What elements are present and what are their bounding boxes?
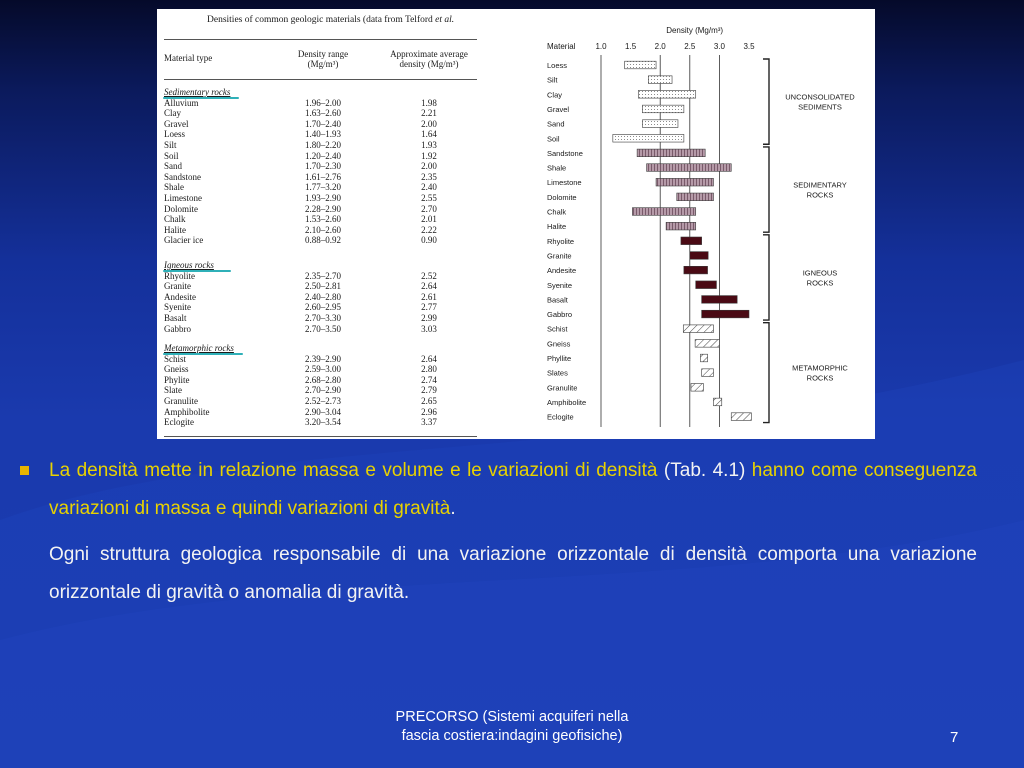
row-density-average: 2.01 bbox=[421, 214, 437, 225]
x-tick-label: 2.5 bbox=[684, 42, 696, 51]
row-material: Alluvium bbox=[164, 97, 199, 108]
density-range-bar bbox=[702, 369, 714, 377]
category-label: Slates bbox=[547, 368, 568, 378]
row-density-range: 3.20–3.54 bbox=[305, 417, 341, 428]
table-row bbox=[157, 364, 479, 375]
row-material: Limestone bbox=[164, 193, 202, 203]
table-row bbox=[157, 281, 479, 292]
density-range-bar bbox=[642, 105, 683, 113]
group-bracket bbox=[763, 147, 769, 232]
category-label: Chalk bbox=[547, 207, 567, 217]
row-material: Amphibolite bbox=[164, 406, 210, 417]
table-row bbox=[157, 225, 479, 236]
bullet-text-highlight-2: hanno come conseguenza variazioni di massa e quindi variazioni di gravità bbox=[49, 460, 977, 519]
row-density-average: 2.99 bbox=[421, 313, 437, 323]
row-density-average: 2.74 bbox=[421, 374, 437, 385]
category-label: Granulite bbox=[547, 383, 578, 393]
row-density-average: 2.70 bbox=[421, 203, 437, 214]
section-header bbox=[157, 87, 479, 98]
row-material: Schist bbox=[164, 353, 187, 364]
density-table bbox=[157, 9, 479, 439]
category-label: Granite bbox=[547, 251, 572, 261]
row-material: Andesite bbox=[164, 291, 196, 302]
header-range bbox=[285, 49, 361, 69]
section-label: Igneous rocks bbox=[164, 260, 214, 270]
row-material: Granite bbox=[164, 281, 191, 292]
density-bar-chart bbox=[539, 9, 875, 439]
category-label: Eclogite bbox=[547, 412, 574, 422]
category-label: Dolomite bbox=[547, 192, 577, 202]
row-density-range: 2.70–3.30 bbox=[305, 313, 341, 323]
row-material: Shale bbox=[164, 182, 184, 193]
row-density-range: 1.93–2.90 bbox=[305, 193, 341, 203]
bullet-text-highlight: La densità mette in relazione massa e volume e le variazioni di densità bbox=[49, 460, 658, 481]
row-material: Gabbro bbox=[164, 323, 191, 334]
row-density-range: 2.10–2.60 bbox=[305, 224, 341, 235]
category-label: Rhyolite bbox=[547, 236, 575, 246]
group-label-line1: SEDIMENTARY bbox=[793, 180, 847, 190]
row-material: Soil bbox=[164, 150, 179, 161]
row-density-average: 3.37 bbox=[421, 417, 437, 428]
header-range-line1: Density range bbox=[297, 49, 349, 59]
row-material: Gravel bbox=[164, 118, 189, 129]
table-title-italic: et al. bbox=[435, 15, 455, 25]
row-density-range: 2.68–2.80 bbox=[305, 374, 341, 385]
header-range-line2: (Mg/m³) bbox=[307, 59, 339, 69]
density-range-bar bbox=[666, 222, 696, 230]
x-tick-label: 3.5 bbox=[743, 42, 755, 51]
density-chart-svg bbox=[539, 9, 875, 439]
bullet-text-end: . bbox=[450, 498, 456, 519]
table-title bbox=[207, 15, 454, 25]
row-density-average: 2.61 bbox=[421, 291, 437, 302]
slide-footer bbox=[352, 708, 672, 746]
bullet-item bbox=[19, 452, 977, 528]
row-density-average: 2.22 bbox=[421, 224, 437, 235]
density-range-bar bbox=[632, 208, 695, 216]
table-title-text: Densities of common geologic materials (data from Telford bbox=[207, 15, 433, 25]
density-range-bar bbox=[691, 384, 703, 392]
row-material: Eclogite bbox=[164, 417, 194, 428]
row-density-range: 2.28–2.90 bbox=[305, 203, 341, 214]
row-material: Phylite bbox=[164, 374, 190, 385]
row-density-range: 1.96–2.00 bbox=[305, 97, 341, 108]
section-header bbox=[157, 260, 479, 271]
row-material: Dolomite bbox=[164, 203, 198, 214]
row-material: Gneiss bbox=[164, 364, 189, 375]
category-label: Gabbro bbox=[547, 310, 573, 320]
group-bracket bbox=[763, 235, 769, 320]
category-label: Syenite bbox=[547, 280, 573, 290]
density-range-bar bbox=[637, 149, 705, 157]
bullet-text-reference: (Tab. 4.1) bbox=[657, 460, 752, 481]
row-density-average: 1.64 bbox=[421, 129, 437, 140]
row-material: Chalk bbox=[164, 214, 186, 225]
group-label-line1: UNCONSOLIDATED bbox=[785, 92, 855, 102]
row-density-range: 2.90–3.04 bbox=[305, 406, 341, 417]
group-label-line1: METAMORPHIC bbox=[792, 363, 848, 373]
group-label-line2: SEDIMENTS bbox=[798, 102, 842, 112]
table-row bbox=[157, 161, 479, 172]
row-density-average: 2.35 bbox=[421, 171, 437, 182]
row-material: Rhyolite bbox=[164, 270, 195, 281]
row-density-range: 2.70–2.90 bbox=[305, 385, 341, 396]
row-density-average: 2.65 bbox=[421, 396, 437, 406]
category-label: Amphibolite bbox=[547, 397, 587, 407]
group-label-line2: ROCKS bbox=[806, 278, 834, 288]
row-material: Syenite bbox=[164, 302, 191, 313]
table-row bbox=[157, 396, 479, 407]
row-density-range: 0.88–0.92 bbox=[305, 235, 341, 246]
group-label-line2: ROCKS bbox=[806, 190, 834, 200]
table-row bbox=[157, 98, 479, 109]
category-label: Silt bbox=[547, 75, 558, 85]
row-density-average: 2.55 bbox=[421, 193, 437, 203]
row-density-range: 2.39–2.90 bbox=[305, 353, 341, 364]
paragraph-2: Ogni struttura geologica responsabile di una variazione orizzontale di densità comporta una variazione orizzontale di gravità o anomalia di gravità. bbox=[49, 544, 977, 603]
table-row bbox=[157, 108, 479, 119]
row-material: Silt bbox=[164, 140, 177, 150]
row-density-average: 1.93 bbox=[421, 140, 437, 150]
chart-xlabel: Material bbox=[547, 42, 576, 51]
density-range-bar bbox=[648, 76, 672, 84]
row-density-range: 1.70–2.30 bbox=[305, 161, 341, 172]
row-density-average: 2.52 bbox=[421, 270, 437, 281]
table-row bbox=[157, 193, 479, 204]
category-label: Soil bbox=[547, 134, 560, 144]
row-density-range: 1.40–1.93 bbox=[305, 129, 341, 140]
row-material: Sandstone bbox=[164, 171, 201, 182]
table-row bbox=[157, 324, 479, 335]
density-range-bar bbox=[677, 193, 714, 201]
page-number: 7 bbox=[950, 729, 959, 746]
density-range-bar bbox=[656, 178, 713, 186]
row-density-average: 0.90 bbox=[421, 235, 437, 246]
density-range-bar bbox=[625, 61, 656, 69]
x-tick-label: 1.5 bbox=[625, 42, 637, 51]
density-range-bar bbox=[683, 325, 713, 333]
category-label: Limestone bbox=[547, 178, 582, 188]
row-density-range: 1.61–2.76 bbox=[305, 171, 341, 182]
row-material: Glacier ice bbox=[164, 235, 204, 246]
category-label: Gravel bbox=[547, 104, 570, 114]
row-density-average: 2.21 bbox=[421, 108, 437, 119]
density-range-bar bbox=[647, 164, 732, 172]
row-density-range: 2.70–3.50 bbox=[305, 323, 341, 334]
x-tick-label: 1.0 bbox=[595, 42, 607, 51]
category-label: Schist bbox=[547, 324, 568, 334]
density-range-bar bbox=[642, 120, 678, 128]
density-range-bar bbox=[613, 134, 684, 142]
table-row bbox=[157, 172, 479, 183]
row-density-range: 2.60–2.95 bbox=[305, 302, 341, 313]
table-row bbox=[157, 375, 479, 386]
table-row bbox=[157, 407, 479, 418]
category-label: Sandstone bbox=[547, 148, 583, 158]
row-density-range: 1.53–2.60 bbox=[305, 214, 341, 225]
density-range-bar bbox=[700, 354, 707, 362]
density-range-bar bbox=[695, 340, 719, 348]
square-bullet-icon bbox=[20, 466, 29, 475]
row-density-average: 2.00 bbox=[421, 161, 437, 172]
density-range-bar bbox=[702, 310, 749, 318]
row-density-average: 1.92 bbox=[421, 150, 437, 161]
table-row bbox=[157, 214, 479, 225]
row-density-average: 2.77 bbox=[421, 302, 437, 313]
table-row bbox=[157, 119, 479, 130]
table-row bbox=[157, 151, 479, 162]
slide-text bbox=[19, 452, 977, 612]
row-material: Granulite bbox=[164, 396, 198, 406]
category-label: Phyllite bbox=[547, 354, 572, 363]
table-row bbox=[157, 313, 479, 324]
category-label: Sand bbox=[547, 119, 565, 129]
row-density-average: 1.98 bbox=[421, 97, 437, 108]
section-header bbox=[157, 343, 479, 354]
row-density-range: 2.50–2.81 bbox=[305, 281, 341, 292]
density-range-bar bbox=[731, 413, 751, 421]
row-material: Sand bbox=[164, 161, 182, 172]
group-bracket bbox=[763, 59, 769, 144]
density-range-bar bbox=[638, 91, 695, 99]
footer-line1: PRECORSO (Sistemi acquiferi nella bbox=[395, 709, 629, 725]
header-avg-line1: Approximate average bbox=[390, 49, 468, 59]
row-material: Clay bbox=[164, 108, 181, 119]
row-density-range: 1.70–2.40 bbox=[305, 118, 341, 129]
table-row bbox=[157, 235, 479, 246]
density-range-bar bbox=[702, 296, 738, 304]
header-avg-line2: density (Mg/m³) bbox=[399, 59, 459, 69]
section-label: Sedimentary rocks bbox=[164, 87, 231, 97]
density-range-bar bbox=[684, 266, 708, 274]
row-density-average: 2.80 bbox=[421, 364, 437, 375]
table-row bbox=[157, 292, 479, 303]
row-density-range: 2.52–2.73 bbox=[305, 396, 341, 406]
category-label: Gneiss bbox=[547, 339, 571, 349]
row-density-average: 2.64 bbox=[421, 281, 437, 292]
table-row bbox=[157, 140, 479, 151]
table-row bbox=[157, 385, 479, 396]
density-figure bbox=[157, 9, 875, 439]
row-density-average: 3.03 bbox=[421, 323, 437, 334]
row-material: Slate bbox=[164, 385, 182, 396]
x-tick-label: 2.0 bbox=[654, 42, 666, 51]
table-row bbox=[157, 354, 479, 365]
category-label: Basalt bbox=[547, 295, 568, 305]
header-material: Material type bbox=[164, 53, 213, 63]
row-material: Basalt bbox=[164, 313, 187, 323]
footer-line2: fascia costiera:indagini geofisiche) bbox=[401, 728, 623, 744]
group-bracket bbox=[763, 323, 769, 423]
row-density-average: 2.64 bbox=[421, 353, 437, 364]
table-row bbox=[157, 204, 479, 215]
section-label: Metamorphic rocks bbox=[164, 343, 234, 353]
density-range-bar bbox=[696, 281, 717, 289]
category-label: Shale bbox=[547, 163, 567, 173]
density-range-bar bbox=[713, 398, 721, 406]
row-density-range: 2.35–2.70 bbox=[305, 270, 341, 281]
table-rule-bottom bbox=[164, 436, 477, 437]
row-density-range: 1.77–3.20 bbox=[305, 182, 341, 193]
row-material: Halite bbox=[164, 224, 186, 235]
row-density-range: 1.63–2.60 bbox=[305, 108, 341, 119]
category-label: Clay bbox=[547, 90, 563, 100]
table-rule-top bbox=[164, 39, 477, 40]
row-density-range: 1.80–2.20 bbox=[305, 140, 341, 150]
group-label-line2: ROCKS bbox=[806, 373, 834, 383]
category-label: Halite bbox=[547, 222, 567, 232]
density-range-bar bbox=[690, 252, 708, 260]
row-material: Loess bbox=[164, 129, 185, 140]
x-tick-label: 3.0 bbox=[713, 42, 725, 51]
row-density-range: 2.40–2.80 bbox=[305, 291, 341, 302]
table-row bbox=[157, 182, 479, 193]
row-density-range: 2.59–3.00 bbox=[305, 364, 341, 375]
category-label: Andesite bbox=[547, 266, 577, 276]
chart-title: Density (Mg/m³) bbox=[666, 26, 724, 35]
table-row bbox=[157, 302, 479, 313]
row-density-average: 2.79 bbox=[421, 385, 437, 396]
category-label: Loess bbox=[547, 61, 568, 70]
row-density-average: 2.00 bbox=[421, 118, 437, 129]
row-density-average: 2.40 bbox=[421, 182, 437, 193]
row-density-range: 1.20–2.40 bbox=[305, 150, 341, 161]
table-rule-header bbox=[164, 79, 477, 80]
density-range-bar bbox=[681, 237, 702, 245]
table-row bbox=[157, 417, 479, 428]
table-row bbox=[157, 129, 479, 140]
header-average bbox=[379, 49, 479, 69]
group-label-line1: IGNEOUS bbox=[802, 268, 838, 278]
row-density-average: 2.96 bbox=[421, 406, 437, 417]
table-row bbox=[157, 271, 479, 282]
